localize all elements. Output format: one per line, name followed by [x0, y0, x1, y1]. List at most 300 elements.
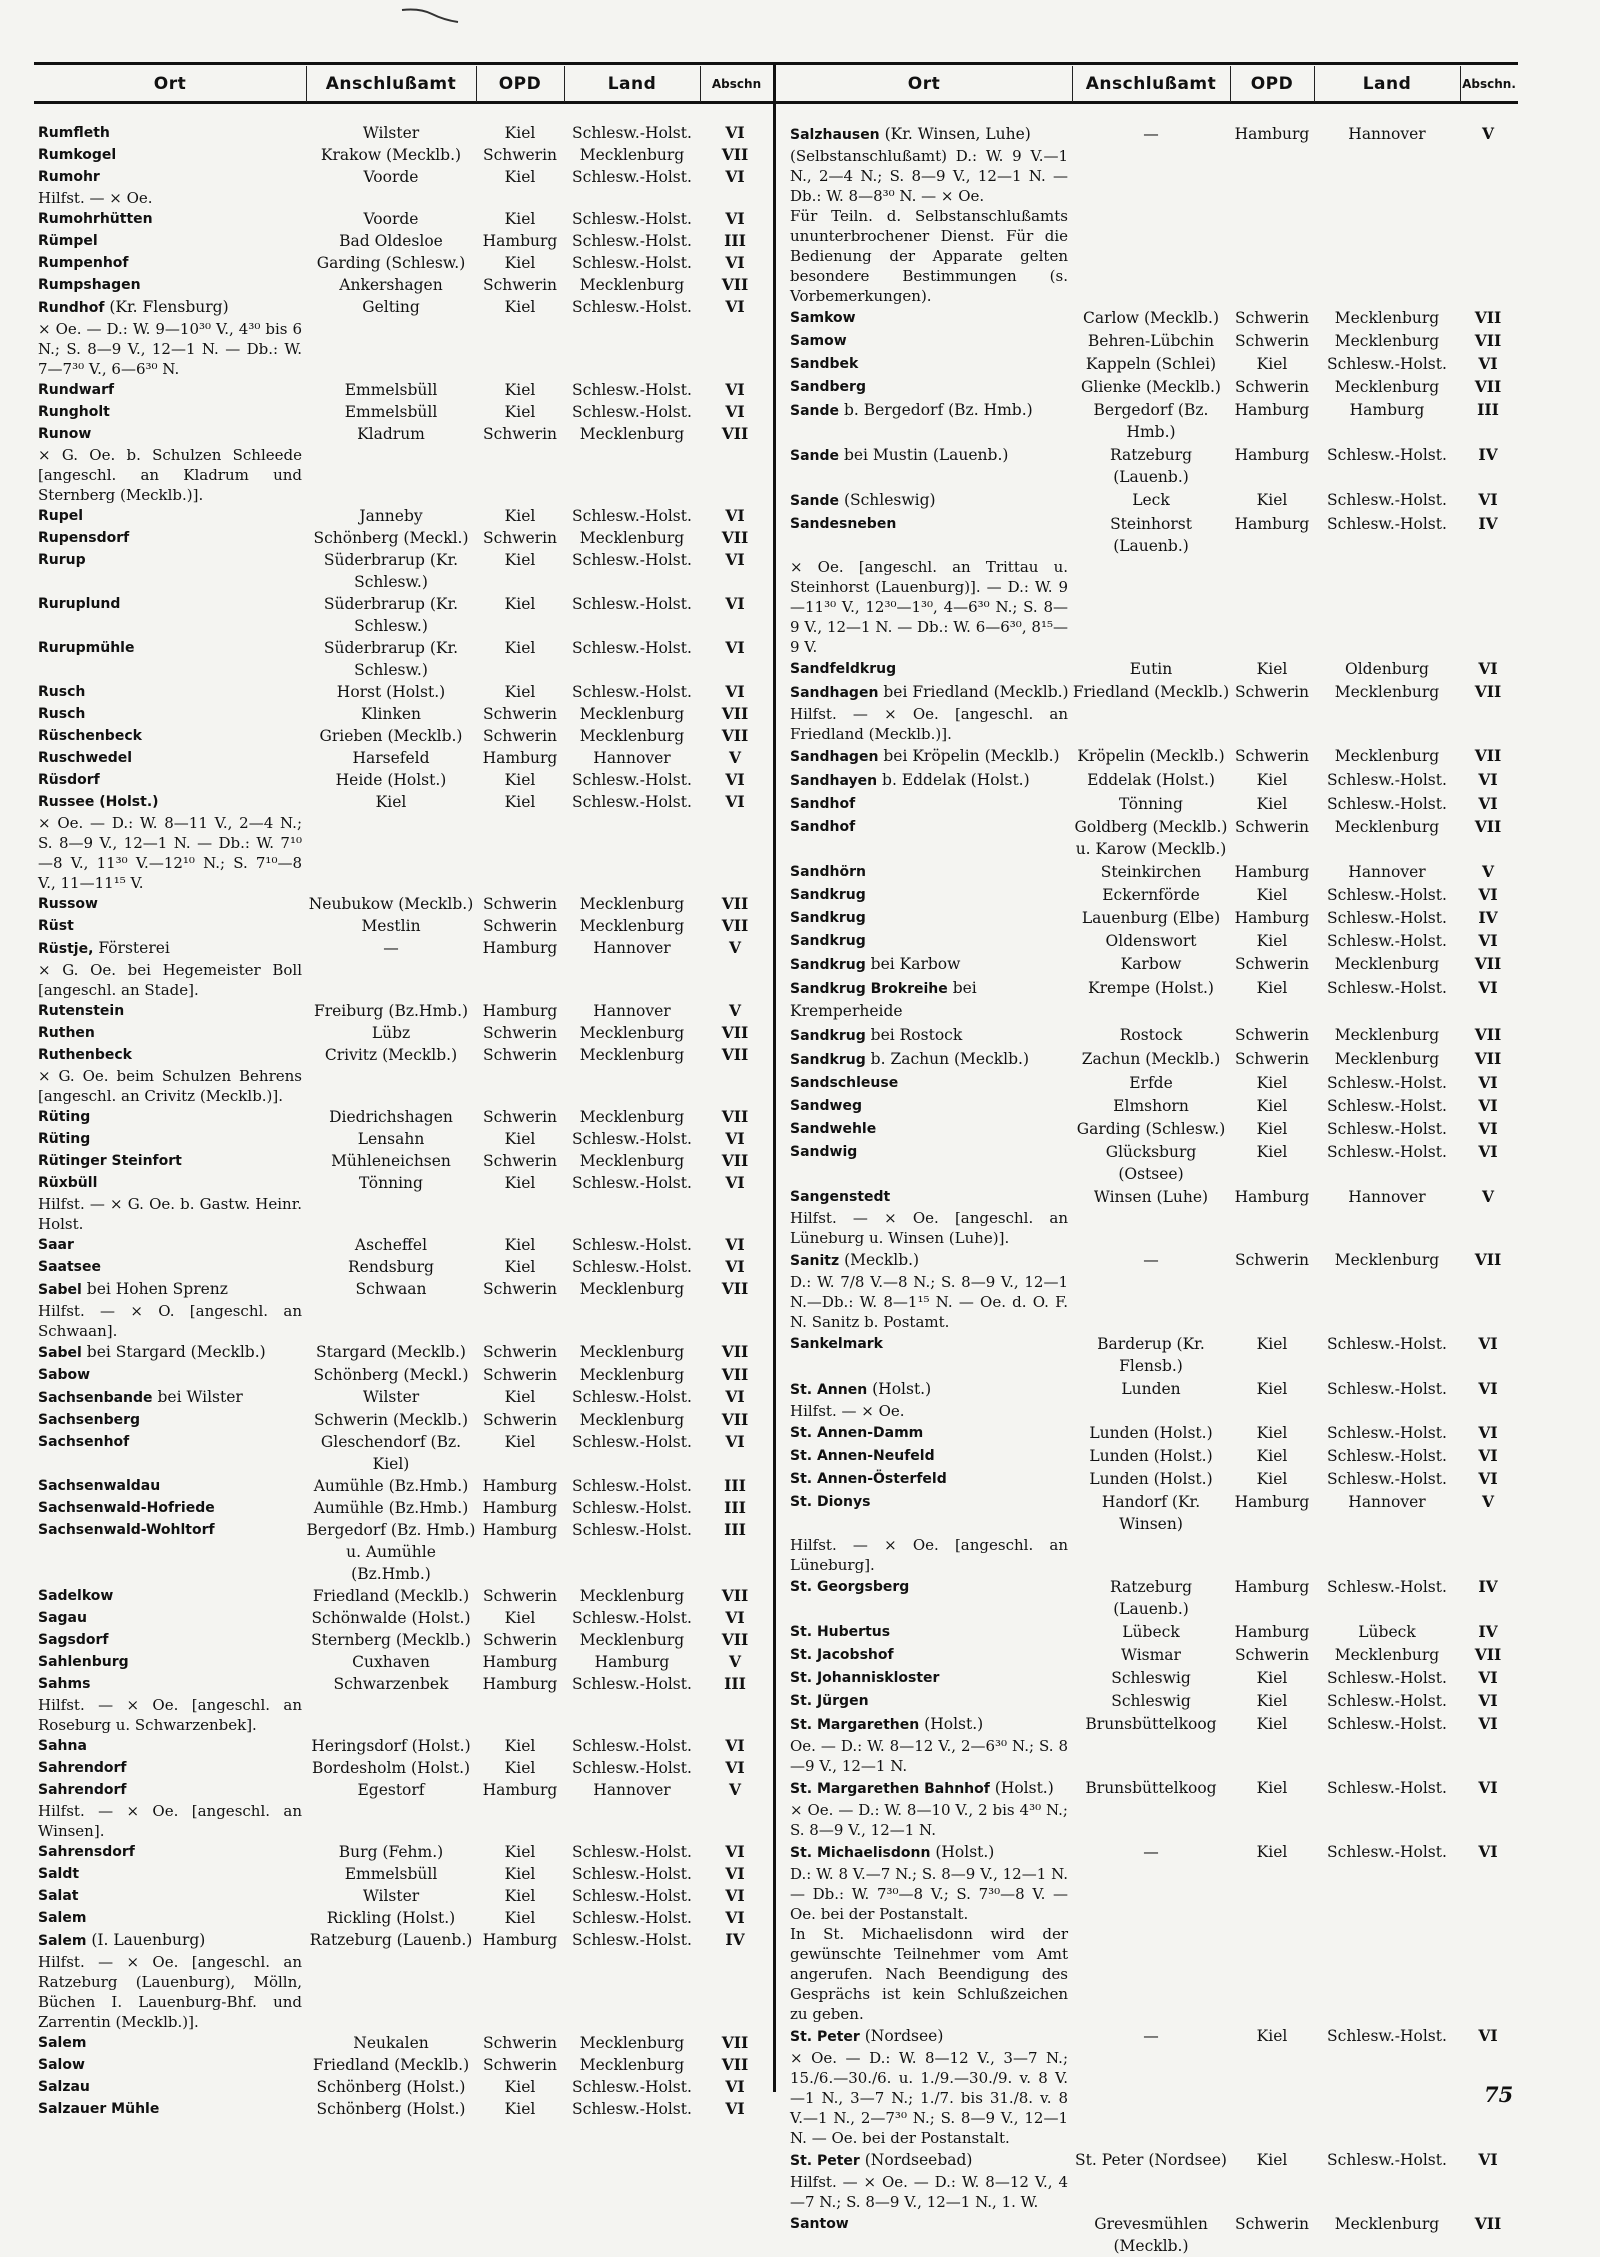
- place-name: [38, 937, 306, 960]
- place-name: [38, 681, 306, 703]
- abschnitt-cell: VI: [1478, 1668, 1498, 1687]
- table-row: [38, 1106, 772, 1128]
- abschnitt-cell: VI: [725, 1173, 745, 1192]
- land-cell: Schlesw.-Holst.: [572, 232, 692, 250]
- table-row: [790, 658, 1518, 680]
- table-row: [790, 1141, 1518, 1185]
- land-cell: Schlesw.-Holst.: [572, 381, 692, 399]
- abschnitt-cell: VII: [721, 1279, 749, 1298]
- opd-cell: Hamburg: [1234, 515, 1310, 533]
- column-separator: [476, 66, 477, 102]
- abschnitt-cell: VII: [721, 2033, 749, 2052]
- opd-cell: Kiel: [504, 2100, 536, 2118]
- abschnitt-cell: VI: [725, 682, 745, 701]
- place-name-text: Sandwehle: [790, 1121, 877, 1137]
- table-row: [38, 2076, 772, 2098]
- opd-cell: Kiel: [504, 1174, 536, 1192]
- place-name-text: Sandkrug: [790, 933, 866, 949]
- place-name: [38, 1651, 306, 1673]
- place-qualifier: Försterei: [93, 939, 170, 957]
- anschlussamt-cell: Rostock: [1119, 1026, 1183, 1044]
- abschnitt-cell: VI: [725, 1257, 745, 1276]
- land-cell: Schlesw.-Holst.: [1327, 1120, 1447, 1138]
- header-land-right: Land: [1362, 74, 1412, 94]
- opd-cell: Kiel: [504, 1865, 536, 1883]
- note-text: D.: W. 7/8 V.—8 N.; S. 8—9 V., 12—1 N.—Db.: W. 8—1¹⁵ N. — Oe. d. O. F. N. Sanitz b. Postamt.: [790, 1273, 1068, 1331]
- land-cell: Schlesw.-Holst.: [1327, 1424, 1447, 1442]
- anschlussamt-cell: Eddelak (Holst.): [1087, 771, 1215, 789]
- abschnitt-cell: VI: [725, 167, 745, 186]
- land-cell: Schlesw.-Holst.: [572, 771, 692, 789]
- place-name: [38, 1409, 306, 1431]
- anschlussamt-cell: Handorf (Kr. Winsen): [1101, 1493, 1201, 1533]
- abschnitt-cell: IV: [1478, 1577, 1498, 1596]
- abschnitt-cell: VI: [725, 1736, 745, 1755]
- anschlussamt-cell: Steinkirchen: [1100, 863, 1202, 881]
- place-name: [38, 1863, 306, 1885]
- anschlussamt-cell: Schönberg (Holst.): [316, 2100, 466, 2118]
- land-cell: Mecklenburg: [579, 1366, 685, 1384]
- anschlussamt-cell: Voorde: [363, 210, 419, 228]
- place-qualifier: bei Mustin (Lauenb.): [839, 446, 1009, 464]
- opd-cell: Schwerin: [482, 1587, 558, 1605]
- opd-cell: Schwerin: [482, 1024, 558, 1042]
- opd-cell: Hamburg: [1234, 1493, 1310, 1511]
- note-text: × Oe. — D.: W. 8—12 V., 3—7 N.; 15./6.—30./6. u. 1./9.—30./9. v. 8 V.—1 N., 3—7 N.; 1./7. bis 31./8. v. 8 V.—1 N., 2—7³⁰ N.; S. 8—9 V., 12—1 N. — Oe. bei der Postanstalt.: [790, 2049, 1068, 2147]
- opd-cell: Kiel: [1256, 2151, 1288, 2169]
- place-name: [790, 2149, 1072, 2172]
- table-row: [38, 893, 772, 915]
- entry-note: [38, 1301, 772, 1341]
- place-name-text: Sandkrug: [790, 1052, 866, 1068]
- abschnitt-cell: VII: [1474, 377, 1502, 396]
- abschnitt-cell: VI: [725, 1235, 745, 1254]
- anschlussamt-cell: St. Peter (Nordsee): [1075, 2151, 1227, 2169]
- table-row: [38, 1234, 772, 1256]
- place-name-text: Sanitz: [790, 1253, 840, 1269]
- abschnitt-cell: VI: [1478, 1714, 1498, 1733]
- place-name-text: Sabow: [38, 1367, 91, 1383]
- place-name-text: St. Margarethen Bahnhof: [790, 1781, 990, 1797]
- land-cell: Lübeck: [1358, 1623, 1416, 1641]
- table-row: [790, 816, 1518, 860]
- place-name-text: St. Annen-Neufeld: [790, 1448, 935, 1464]
- note-text: Hilfst. — × Oe.: [790, 1402, 905, 1420]
- abschnitt-cell: VI: [1478, 1423, 1498, 1442]
- entry-note: [38, 445, 772, 505]
- table-row: [790, 330, 1518, 352]
- abschnitt-cell: VII: [1474, 2214, 1502, 2233]
- land-cell: Schlesw.-Holst.: [572, 1931, 692, 1949]
- table-row: [38, 915, 772, 937]
- place-name-text: Sachsenwaldau: [38, 1478, 161, 1494]
- abschnitt-cell: VII: [721, 424, 749, 443]
- place-name: [38, 1106, 306, 1128]
- opd-cell: Kiel: [1256, 1120, 1288, 1138]
- table-row: [38, 1364, 772, 1386]
- abschnitt-cell: VI: [1478, 1469, 1498, 1488]
- abschnitt-cell: VII: [1474, 1025, 1502, 1044]
- land-cell: Schlesw.-Holst.: [1327, 795, 1447, 813]
- place-name-text: Rurupmühle: [38, 640, 135, 656]
- anschlussamt-cell: Schönwalde (Holst.): [311, 1609, 471, 1627]
- note-text: × Oe. — D.: W. 8—10 V., 2 bis 4³⁰ N.; S. 8—9 V., 12—1 N.: [790, 1801, 1068, 1839]
- place-name-text: Sabel: [38, 1345, 82, 1361]
- opd-cell: Schwerin: [482, 146, 558, 164]
- note-text: × Oe. — D.: W. 9—10³⁰ V., 4³⁰ bis 6 N.; S. 8—9 V., 12—1 N. — Db.: W. 7—7³⁰ V., 6—6³⁰ N.: [38, 320, 302, 378]
- abschnitt-cell: VI: [725, 209, 745, 228]
- opd-cell: Kiel: [504, 793, 536, 811]
- note-text: Für Teiln. d. Selbstanschlußamts ununterbrochener Dienst. Für die Bedienung der Apparate gelten besondere Bestimmungen (s. Vorbemerkungen).: [790, 207, 1068, 305]
- land-cell: Hannover: [593, 1781, 671, 1799]
- place-name-text: Sagsdorf: [38, 1632, 109, 1648]
- place-name: [790, 1072, 1072, 1094]
- abschnitt-cell: III: [724, 231, 746, 250]
- table-row: [790, 376, 1518, 398]
- anschlussamt-cell: Schönberg (Meckl.): [313, 529, 469, 547]
- entry-note: [790, 2172, 1518, 2212]
- anschlussamt-cell: Tönning: [1119, 795, 1183, 813]
- anschlussamt-cell: Freiburg (Bz.Hmb.): [313, 1002, 469, 1020]
- place-name-text: Sachsenhof: [38, 1434, 130, 1450]
- opd-cell: Kiel: [504, 1236, 536, 1254]
- table-row: [790, 1777, 1518, 1800]
- land-cell: Schlesw.-Holst.: [572, 1521, 692, 1539]
- place-qualifier: bei Stargard (Mecklb.): [81, 1343, 266, 1361]
- place-name: [38, 1497, 306, 1519]
- place-name: [790, 1249, 1072, 1272]
- note-text: × Oe. — D.: W. 8—11 V., 2—4 N.; S. 8—9 V., 12—1 N. — Db.: W. 7¹⁰—8 V., 11³⁰ V.—12¹⁰ N.; S. 7¹⁰—8 V., 11—11¹⁵ V.: [38, 814, 302, 892]
- land-cell: Schlesw.-Holst.: [572, 1258, 692, 1276]
- place-name: [790, 1141, 1072, 1163]
- abschnitt-cell: VI: [1478, 1446, 1498, 1465]
- place-qualifier: bei Kremperheide: [790, 979, 977, 1020]
- anschlussamt-cell: Ratzeburg (Lauenb.): [1109, 1578, 1193, 1618]
- place-name-text: Rütinger Steinfort: [38, 1153, 182, 1169]
- opd-cell: Hamburg: [1234, 1188, 1310, 1206]
- opd-cell: Schwerin: [1234, 378, 1310, 396]
- place-name: [790, 1422, 1072, 1444]
- place-name: [38, 1607, 306, 1629]
- place-name-text: Sandkrug Brokreihe: [790, 981, 948, 997]
- opd-cell: Schwerin: [482, 1343, 558, 1361]
- place-name: [38, 637, 306, 659]
- anschlussamt-cell: Friedland (Mecklb.): [1072, 683, 1230, 701]
- place-name: [38, 1929, 306, 1952]
- land-cell: Schlesw.-Holst.: [572, 1433, 692, 1451]
- place-name-text: Rüschenbeck: [38, 728, 142, 744]
- opd-cell: Kiel: [504, 298, 536, 316]
- table-row: [790, 1024, 1518, 1047]
- place-name-text: St. Johanniskloster: [790, 1670, 940, 1686]
- table-row: [38, 703, 772, 725]
- land-cell: Schlesw.-Holst.: [1327, 1074, 1447, 1092]
- land-cell: Schlesw.-Holst.: [1327, 2151, 1447, 2169]
- abschnitt-cell: VI: [725, 402, 745, 421]
- abschnitt-cell: VI: [725, 1432, 745, 1451]
- opd-cell: Hamburg: [482, 1675, 558, 1693]
- anschlussamt-cell: Janneby: [359, 507, 423, 525]
- land-cell: Hamburg: [594, 1653, 670, 1671]
- note-text: D.: W. 8 V.—7 N.; S. 8—9 V., 12—1 N. — Db.: W. 7³⁰—8 V.; S. 7³⁰—8 V. — Oe. bei der Postanstalt.: [790, 1865, 1068, 1923]
- opd-cell: Schwerin: [482, 425, 558, 443]
- anschlussamt-cell: Friedland (Mecklb.): [312, 2056, 470, 2074]
- abschnitt-cell: IV: [1478, 514, 1498, 533]
- abschnitt-cell: VI: [725, 594, 745, 613]
- place-name: [38, 1278, 306, 1301]
- table-row: [38, 1000, 772, 1022]
- header-anschlussamt-left: Anschlußamt: [325, 74, 457, 94]
- table-row: [790, 907, 1518, 929]
- table-row: [790, 930, 1518, 952]
- place-name-text: Samow: [790, 333, 847, 349]
- anschlussamt-cell: Garding (Schlesw.): [1076, 1120, 1226, 1138]
- place-name-text: Rumpshagen: [38, 277, 141, 293]
- place-name-text: Sahna: [38, 1738, 87, 1754]
- anschlussamt-cell: Mühleneichsen: [331, 1152, 451, 1170]
- anschlussamt-cell: Heringsdorf (Holst.): [311, 1737, 471, 1755]
- anschlussamt-cell: Eutin: [1129, 660, 1173, 678]
- place-name: [790, 123, 1072, 146]
- place-name-text: Sankelmark: [790, 1336, 883, 1352]
- place-name-text: Sandkrug: [790, 957, 866, 973]
- place-name-text: Sandkrug: [790, 1028, 866, 1044]
- opd-cell: Kiel: [504, 254, 536, 272]
- anschlussamt-cell: Zachun (Mecklb.): [1081, 1050, 1221, 1068]
- table-row: [38, 144, 772, 166]
- table-row: [790, 1378, 1518, 1401]
- abschnitt-cell: VII: [721, 1151, 749, 1170]
- place-name-text: Russow: [38, 896, 98, 912]
- page-number: 75: [1484, 2082, 1514, 2107]
- opd-cell: Kiel: [504, 1909, 536, 1927]
- table-row: [38, 1386, 772, 1409]
- table-row: [38, 166, 772, 188]
- place-name-text: Salzhausen: [790, 127, 880, 143]
- place-name: [790, 307, 1072, 329]
- place-name: [790, 816, 1072, 838]
- anschlussamt-cell: —: [383, 939, 399, 957]
- place-name-text: Sandschleuse: [790, 1075, 899, 1091]
- land-cell: Schlesw.-Holst.: [572, 551, 692, 569]
- anschlussamt-cell: Crivitz (Mecklb.): [324, 1046, 458, 1064]
- place-name-text: Sandberg: [790, 379, 866, 395]
- land-cell: Hannover: [593, 939, 671, 957]
- anschlussamt-cell: Cuxhaven: [352, 1653, 430, 1671]
- place-name-text: Sachsenbande: [38, 1390, 153, 1406]
- place-qualifier: bei Kröpelin (Mecklb.): [878, 747, 1060, 765]
- anschlussamt-cell: Sternberg (Mecklb.): [311, 1631, 471, 1649]
- abschnitt-cell: III: [724, 1476, 746, 1495]
- opd-cell: Kiel: [504, 403, 536, 421]
- anschlussamt-cell: Süderbrarup (Kr. Schlesw.): [323, 639, 459, 679]
- place-name-text: Sandhörn: [790, 864, 866, 880]
- anschlussamt-cell: Emmelsbüll: [344, 1865, 438, 1883]
- land-cell: Schlesw.-Holst.: [572, 1174, 692, 1192]
- table-row: [38, 208, 772, 230]
- table-row: [790, 1048, 1518, 1071]
- abschnitt-cell: VI: [1478, 354, 1498, 373]
- land-cell: Mecklenburg: [579, 276, 685, 294]
- place-name: [38, 1150, 306, 1172]
- opd-cell: Kiel: [504, 124, 536, 142]
- place-name-text: Russee (Holst.): [38, 794, 159, 810]
- column-separator: [700, 66, 701, 102]
- entry-note: [38, 1801, 772, 1841]
- table-row: [38, 1757, 772, 1779]
- opd-cell: Kiel: [1256, 1779, 1288, 1797]
- table-row: [38, 791, 772, 813]
- opd-cell: Kiel: [504, 683, 536, 701]
- abschnitt-cell: VI: [1478, 1778, 1498, 1797]
- anschlussamt-cell: Elmshorn: [1113, 1097, 1189, 1115]
- opd-cell: Hamburg: [1234, 863, 1310, 881]
- header-anschlussamt-right: Anschlußamt: [1085, 74, 1217, 94]
- note-text: Hilfst. — × Oe. [angeschl. an Friedland (Mecklb.)].: [790, 705, 1068, 743]
- abschnitt-cell: VII: [1474, 746, 1502, 765]
- land-cell: Schlesw.-Holst.: [572, 1236, 692, 1254]
- table-row: [38, 637, 772, 681]
- opd-cell: Hamburg: [482, 1781, 558, 1799]
- land-cell: Schlesw.-Holst.: [1327, 355, 1447, 373]
- land-cell: Schlesw.-Holst.: [1327, 1143, 1447, 1161]
- place-name-text: Rumkogel: [38, 147, 117, 163]
- place-name-text: Sahrendorf: [38, 1782, 127, 1798]
- table-row: [38, 1409, 772, 1431]
- place-name-text: Rüstje,: [38, 941, 94, 957]
- abschnitt-cell: VI: [725, 1129, 745, 1148]
- anschlussamt-cell: Schleswig: [1111, 1669, 1191, 1687]
- anschlussamt-cell: Eckernförde: [1102, 886, 1200, 904]
- table-row: [790, 1422, 1518, 1444]
- header-land-left: Land: [607, 74, 657, 94]
- land-cell: Mecklenburg: [1334, 332, 1440, 350]
- opd-cell: Schwerin: [1234, 2215, 1310, 2233]
- land-cell: Mecklenburg: [579, 705, 685, 723]
- abschnitt-cell: VI: [1478, 1379, 1498, 1398]
- opd-cell: Schwerin: [482, 276, 558, 294]
- anschlussamt-cell: Schwarzenbek: [333, 1675, 449, 1693]
- place-name-text: Saatsee: [38, 1259, 101, 1275]
- land-cell: Hamburg: [1349, 401, 1425, 419]
- land-cell: Schlesw.-Holst.: [1327, 1715, 1447, 1733]
- place-name: [38, 122, 306, 144]
- place-name-text: St. Margarethen: [790, 1717, 920, 1733]
- table-row: [38, 1673, 772, 1695]
- abschnitt-cell: VII: [1474, 1049, 1502, 1068]
- place-qualifier: (Nordsee): [859, 2027, 944, 2045]
- place-name-text: Saar: [38, 1237, 74, 1253]
- land-cell: Schlesw.-Holst.: [1327, 1779, 1447, 1797]
- land-cell: Mecklenburg: [579, 1280, 685, 1298]
- place-name: [38, 1629, 306, 1651]
- entry-note: [790, 1401, 1518, 1421]
- abschnitt-cell: VI: [1478, 1142, 1498, 1161]
- opd-cell: Schwerin: [482, 895, 558, 913]
- entry-note: [38, 813, 772, 893]
- anschlussamt-cell: Schönberg (Holst.): [316, 2078, 466, 2096]
- land-cell: Hannover: [1348, 863, 1426, 881]
- table-row: [790, 307, 1518, 329]
- entry-note: [38, 319, 772, 379]
- place-qualifier: (Schleswig): [839, 491, 936, 509]
- abschnitt-cell: VI: [1478, 794, 1498, 813]
- anschlussamt-cell: —: [1143, 1843, 1159, 1861]
- place-name: [38, 791, 306, 813]
- abschnitt-cell: VII: [721, 1365, 749, 1384]
- table-row: [38, 1585, 772, 1607]
- abschnitt-cell: VII: [721, 1045, 749, 1064]
- table-row: [38, 505, 772, 527]
- land-cell: Schlesw.-Holst.: [572, 793, 692, 811]
- abschnitt-cell: VI: [725, 1908, 745, 1927]
- table-row: [790, 399, 1518, 443]
- place-name-text: Rutenstein: [38, 1003, 125, 1019]
- column-separator: [1314, 66, 1315, 102]
- anschlussamt-cell: Süderbrarup (Kr. Schlesw.): [323, 551, 459, 591]
- anschlussamt-cell: Gelting: [362, 298, 420, 316]
- land-cell: Schlesw.-Holst.: [1327, 1578, 1447, 1596]
- land-cell: Schlesw.-Holst.: [1327, 771, 1447, 789]
- place-name-text: Sahlenburg: [38, 1654, 129, 1670]
- abschnitt-cell: VII: [721, 2055, 749, 2074]
- table-row: [790, 884, 1518, 906]
- place-qualifier: bei Wilster: [152, 1388, 243, 1406]
- place-name-text: St. Dionys: [790, 1494, 871, 1510]
- entry-note: [790, 1864, 1518, 1924]
- table-row: [38, 1519, 772, 1585]
- anschlussamt-cell: Brunsbüttelkoog: [1085, 1715, 1217, 1733]
- land-cell: Mecklenburg: [579, 895, 685, 913]
- anschlussamt-cell: Schwaan: [355, 1280, 427, 1298]
- place-name-text: Salem: [38, 1933, 87, 1949]
- land-cell: Schlesw.-Holst.: [1327, 1843, 1447, 1861]
- opd-cell: Schwerin: [1234, 309, 1310, 327]
- place-name: [38, 274, 306, 296]
- opd-cell: Schwerin: [482, 529, 558, 547]
- abschnitt-cell: V: [728, 1001, 742, 1020]
- opd-cell: Hamburg: [482, 1477, 558, 1495]
- anschlussamt-cell: Carlow (Mecklb.): [1082, 309, 1219, 327]
- abschnitt-cell: III: [1477, 400, 1499, 419]
- place-name: [38, 1779, 306, 1801]
- table-row: [38, 2054, 772, 2076]
- note-text: Hilfst. — × Oe.: [38, 189, 153, 207]
- anschlussamt-cell: Lunden: [1121, 1380, 1181, 1398]
- place-name: [790, 1841, 1072, 1864]
- place-name: [38, 1585, 306, 1607]
- land-cell: Schlesw.-Holst.: [1327, 909, 1447, 927]
- place-name: [38, 1172, 306, 1194]
- land-cell: Hannover: [1348, 1188, 1426, 1206]
- place-name-text: Rüst: [38, 918, 74, 934]
- abschnitt-cell: VII: [1474, 308, 1502, 327]
- entry-note: [790, 146, 1518, 206]
- land-cell: Hannover: [593, 749, 671, 767]
- opd-cell: Hamburg: [482, 749, 558, 767]
- opd-cell: Kiel: [1256, 1470, 1288, 1488]
- header-rule: [34, 101, 1518, 104]
- note-text: Hilfst. — × Oe. [angeschl. an Lüneburg u. Winsen (Luhe)].: [790, 1209, 1068, 1247]
- land-cell: Schlesw.-Holst.: [572, 403, 692, 421]
- land-cell: Schlesw.-Holst.: [572, 1477, 692, 1495]
- anschlussamt-cell: Lunden (Holst.): [1089, 1447, 1213, 1465]
- opd-cell: Kiel: [504, 1433, 536, 1451]
- land-cell: Schlesw.-Holst.: [1327, 515, 1447, 533]
- anschlussamt-cell: Ankershagen: [339, 276, 443, 294]
- place-name: [790, 399, 1072, 422]
- anschlussamt-cell: Voorde: [363, 168, 419, 186]
